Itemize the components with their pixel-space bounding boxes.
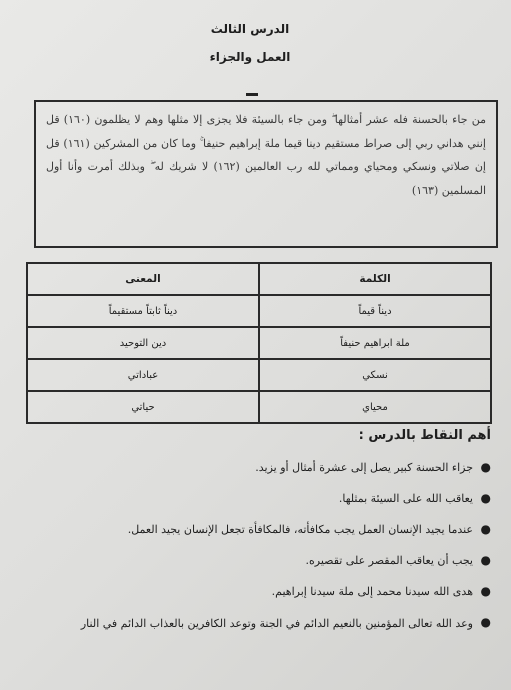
bullet-icon: ● — [480, 460, 491, 474]
lesson-subtitle: العمل والجزاء — [209, 50, 291, 64]
table-row — [27, 391, 491, 423]
list-item — [19, 452, 497, 483]
point-text: عندما يجيد الإنسان العمل يجب مكافأته، فالمكافأة تجعل الإنسان يجيد العمل. — [127, 523, 473, 536]
header-word: الكلمة — [259, 263, 491, 295]
bullet-icon: ● — [480, 522, 491, 536]
meaning-cell: دين التوحيد — [27, 327, 259, 359]
verse-box: من جاء بالحسنة فله عشر أمثالها ۖ ومن جاء بالسيئة فلا يجزى إلا مثلها وهم لا يظلمون (١٦٠) قل إنني هداني ربي إلى صراط مستقيم دينا قيما ملة إبراهيم حنيفا ۚ وما كان من المشركين (١٦١) قل إن صلاتي ونسكي ومحياي ومماتي لله رب العالمين (١٦٢) لا شريك له ۖ وبذلك أمرت وأنا أول المسلمين (١٦٣) — [34, 100, 498, 248]
bullet-icon: ● — [480, 553, 491, 567]
list-item — [19, 514, 497, 545]
bullet-icon: ● — [480, 615, 491, 629]
word-cell: ملة ابراهيم حنيفاً — [259, 327, 491, 359]
meaning-cell: ديناً ثابتاً مستقيماً — [27, 295, 259, 327]
point-text: هدى الله سيدنا محمد إلى ملة سيدنا إبراهيم. — [271, 585, 473, 598]
vocabulary-table — [26, 262, 492, 424]
list-item — [19, 483, 497, 514]
meaning-cell: عباداتي — [27, 359, 259, 391]
bullet-icon: ● — [480, 584, 491, 598]
header-meaning: المعنى — [27, 263, 259, 295]
point-text: يعاقب الله على السيئة بمثلها. — [338, 492, 473, 505]
word-cell: محياي — [259, 391, 491, 423]
list-item — [19, 607, 497, 639]
point-text: يجب أن يعاقب المقصر على تقصيره. — [305, 554, 473, 567]
point-text: جزاء الحسنة كبير يصل إلى عشرة أمثال أو يزيد. — [255, 461, 473, 474]
bullet-icon: ● — [480, 491, 491, 505]
list-item — [19, 545, 497, 576]
table-header-row — [27, 263, 491, 295]
word-cell: نسكي — [259, 359, 491, 391]
table-row — [27, 327, 491, 359]
meaning-cell: حياتي — [27, 391, 259, 423]
table-row — [27, 295, 491, 327]
word-cell: ديناً قيماً — [259, 295, 491, 327]
table-row — [27, 359, 491, 391]
point-text: وعد الله تعالى المؤمنين بالنعيم الدائم في الجنة وتوعد الكافرين بالعذاب الدائم في النار — [80, 617, 473, 630]
title-divider — [246, 93, 258, 96]
key-points-heading: أهم النقاط بالدرس : — [358, 428, 491, 443]
list-item — [19, 576, 497, 607]
lesson-title: الدرس الثالث — [210, 22, 290, 36]
key-points-list — [19, 452, 497, 639]
